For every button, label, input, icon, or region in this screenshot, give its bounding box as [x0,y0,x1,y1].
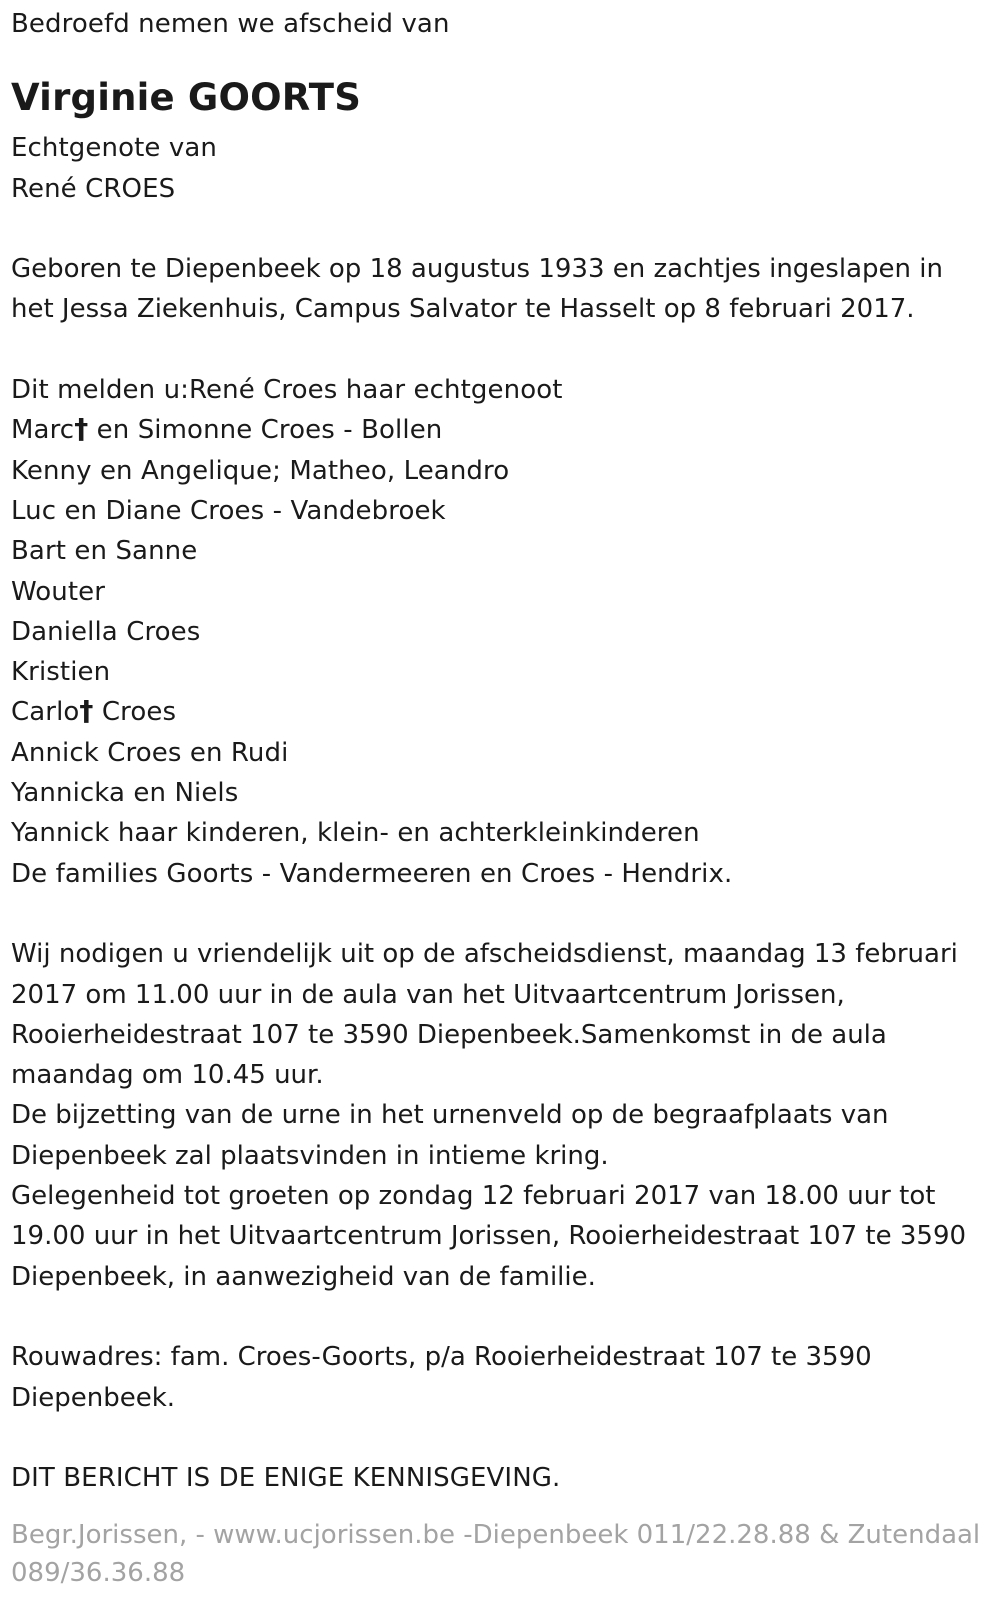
spacer [11,894,1000,934]
family-name: Carlo [11,697,80,728]
birth-death-paragraph: Geboren te Diepenbeek op 18 augustus 1933 en zachtjes ingeslapen in het Jessa Ziekenhuis, Campus Salvator te Hasselt op 8 februari 2017. [11,254,943,325]
family-name: Marc [11,415,75,446]
notice-text: DIT BERICHT IS DE ENIGE KENNISGEVING. [11,1463,561,1494]
family-line: Wouter [11,576,106,607]
family-line: Kristien [11,657,111,688]
family-line: Luc en Diane Croes - Vandebroek [11,495,446,526]
cross-icon: † [74,412,89,446]
spacer [11,1418,1000,1458]
spacer [11,1297,1000,1337]
spacer [11,209,1000,249]
relation-line-2: René CROES [11,173,176,204]
family-line: Bart en Sanne [11,536,198,567]
family-line: De families Goorts - Vandermeeren en Croes - Hendrix. [11,858,733,889]
family-line: Yannicka en Niels [11,778,239,809]
deceased-name: Virginie GOORTS [11,76,362,120]
farewell-service-paragraph: Wij nodigen u vriendelijk uit op de afscheidsdienst, maandag 13 februari 2017 om 11.00 uur in de aula van het Uitvaartcentrum Jorissen, Rooierheidestraat 107 te 3590 Diepenbeek.Samenkomst in de aula maandag om 10.45 uur. [11,939,958,1091]
family-line: Dit melden u:René Croes haar echtgenoot [11,375,563,406]
family-line: Daniella Croes [11,616,201,647]
intro-text: Bedroefd nemen we afscheid van [11,9,450,39]
spacer [11,330,1000,370]
mourning-address: Rouwadres: fam. Croes-Goorts, p/a Rooierheidestraat 107 te 3590 Diepenbeek. [11,1342,872,1413]
urn-paragraph: De bijzetting van de urne in het urnenveld op de begraafplaats van Diepenbeek zal plaatsvinden in intieme kring. [11,1100,889,1171]
family-line: Yannick haar kinderen, klein- en achterkleinkinderen [11,818,700,849]
visitation-paragraph: Gelegenheid tot groeten op zondag 12 februari 2017 van 18.00 uur tot 19.00 uur in het Uitvaartcentrum Jorissen, Rooierheidestraat 107 te 3590 Diepenbeek, in aanwezigheid van de familie. [11,1181,967,1292]
relation-line-1: Echtgenote van [11,133,217,164]
family-list [11,370,1000,894]
family-name: en Simonne Croes - Bollen [88,415,443,446]
family-line: Annick Croes en Rudi [11,737,289,768]
funeral-home-footer: Begr.Jorissen, - www.ucjorissen.be -Diepenbeek 011/22.28.88 & Zutendaal 089/36.36.88 [11,1520,981,1589]
family-line [11,692,1000,732]
cross-icon: † [79,694,94,728]
family-name: Croes [93,697,177,728]
family-line: Kenny en Angelique; Matheo, Leandro [11,455,510,486]
family-line [11,410,1000,450]
